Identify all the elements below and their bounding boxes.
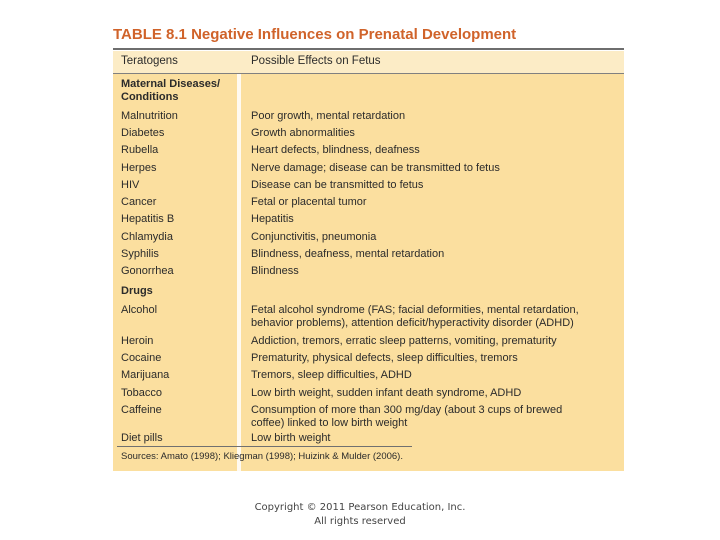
section-maternal-line1: Maternal Diseases/ [121,78,221,90]
row-effect: Prematurity, physical defects, sleep difficulties, tremors [251,352,518,364]
header-teratogens: Teratogens [121,55,178,67]
row-effect: Fetal or placental tumor [251,196,367,208]
row-effect: Conjunctivitis, pneumonia [251,231,377,243]
row-effect: Fetal alcohol syndrome (FAS; facial deformities, mental retardation, [251,304,579,316]
row-effect: Hepatitis [251,213,294,225]
header-effects: Possible Effects on Fetus [251,55,381,67]
row-effect-continued: coffee) linked to low birth weight [251,417,408,429]
row-effect: Growth abnormalities [251,127,355,139]
row-effect: Heart defects, blindness, deafness [251,144,420,156]
row-teratogen: Chlamydia [121,231,173,243]
row-teratogen: Hepatitis B [121,213,175,225]
copyright-line: Copyright © 2011 Pearson Education, Inc. [254,502,466,513]
row-teratogen: Syphilis [121,248,159,260]
section-drugs: Drugs [121,285,153,297]
row-effect: Blindness, deafness, mental retardation [251,248,445,260]
table-panel [113,51,624,471]
table-title: TABLE 8.1 Negative Influences on Prenatal Development [113,26,517,43]
row-teratogen: Cocaine [121,352,162,364]
column-divider [237,74,241,471]
title-rule [113,48,624,50]
row-teratogen: Malnutrition [121,110,178,122]
row-teratogen: Diet pills [121,432,163,444]
row-teratogen: Tobacco [121,387,162,399]
row-teratogen: Herpes [121,162,157,174]
section-maternal-line2: Conditions [121,91,179,103]
row-teratogen: Heroin [121,335,154,347]
row-effect: Low birth weight, sudden infant death syndrome, ADHD [251,387,522,399]
row-effect: Low birth weight [251,432,331,444]
row-effect: Nerve damage; disease can be transmitted to fetus [251,162,500,174]
source-note: Sources: Amato (1998); Kliegman (1998); Huizink & Mulder (2006). [121,451,403,462]
row-teratogen: Diabetes [121,127,165,139]
row-effect: Poor growth, mental retardation [251,110,406,122]
row-teratogen: Gonorrhea [121,265,174,277]
row-effect: Tremors, sleep difficulties, ADHD [251,369,412,381]
row-effect: Disease can be transmitted to fetus [251,179,424,191]
row-teratogen: HIV [121,179,140,191]
row-teratogen: Alcohol [121,304,158,316]
rights-line: All rights reserved [314,516,406,527]
row-teratogen: Caffeine [121,404,162,416]
row-effect: Blindness [251,265,299,277]
row-effect: Consumption of more than 300 mg/day (about 3 cups of brewed [251,404,563,416]
row-teratogen: Rubella [121,144,159,156]
footnote-rule [117,446,412,447]
header-rule [113,73,624,74]
row-teratogen: Marijuana [121,369,170,381]
row-teratogen: Cancer [121,196,157,208]
row-effect: Addiction, tremors, erratic sleep patterns, vomiting, prematurity [251,335,557,347]
row-effect-continued: behavior problems), attention deficit/hyperactivity disorder (ADHD) [251,317,574,329]
